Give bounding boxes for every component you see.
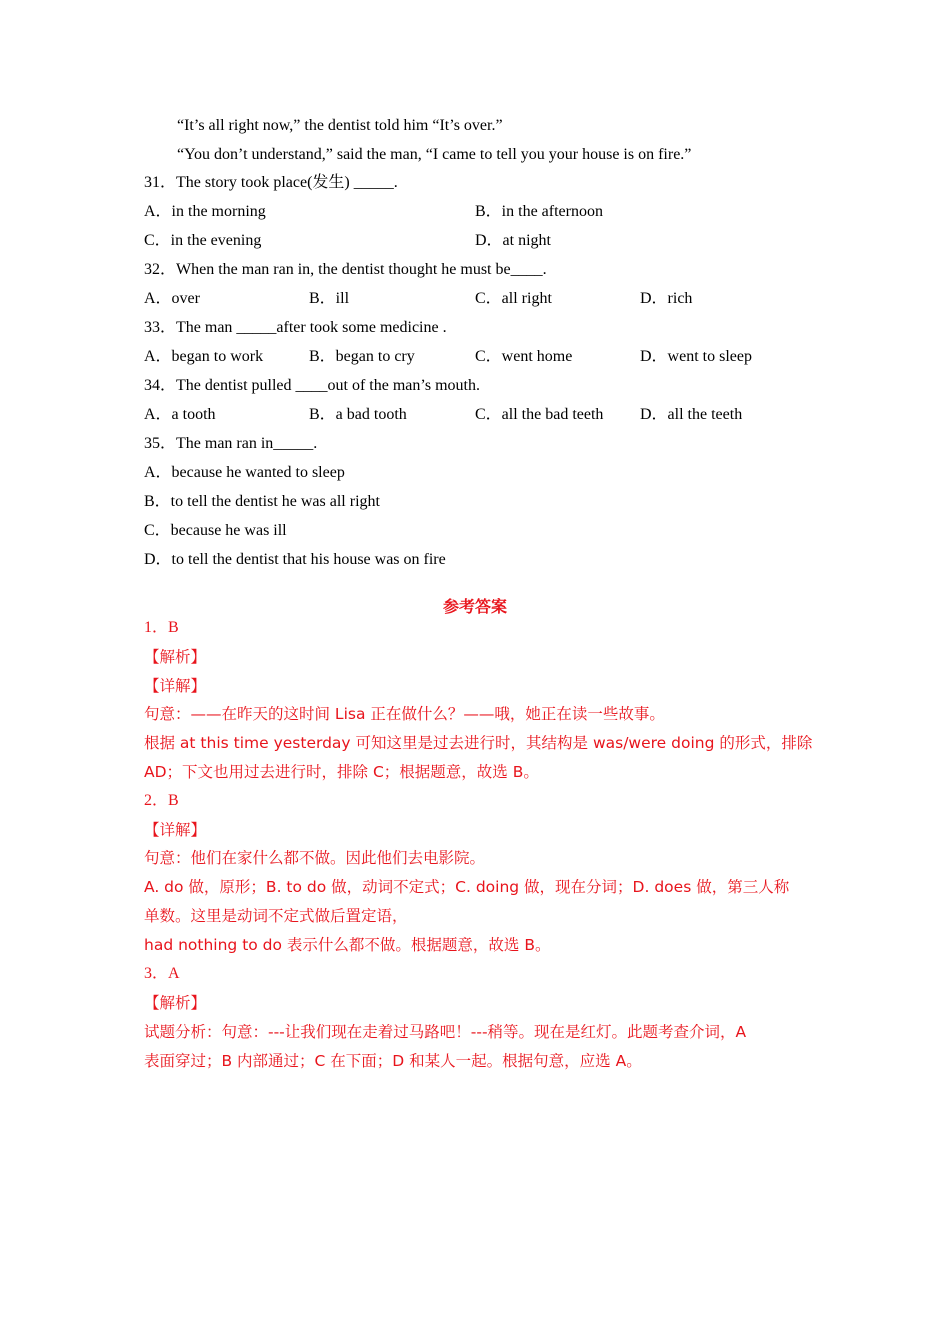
answer-3-analysis-tag: 【解析】 xyxy=(144,994,207,1012)
answer-2-number: 2．B xyxy=(144,792,179,809)
question-34-option-b: B．a bad tooth xyxy=(309,406,407,423)
answers-title: 参考答案 xyxy=(442,597,507,616)
question-33-option-a: A．began to work xyxy=(144,348,264,365)
answer-2-line-4: had nothing to do 表示什么都不做。根据题意，故选 B。 xyxy=(144,936,551,954)
question-33-option-c: C．went home xyxy=(475,348,573,365)
answer-2-line-3: 单数。这里是动词不定式做后置定语， xyxy=(144,907,408,925)
question-35-option-d: D．to tell the dentist that his house was on fire xyxy=(144,551,446,568)
question-33-option-d: D．went to sleep xyxy=(640,348,752,365)
question-33-stem: 33．The man _____after took some medicine . xyxy=(144,319,447,336)
question-31-option-c: C．in the evening xyxy=(144,232,262,249)
question-35-stem: 35．The man ran in_____. xyxy=(144,435,318,452)
question-34-option-c: C．all the bad teeth xyxy=(475,406,604,423)
answer-1-line-2: 根据 at this time yesterday 可知这里是过去进行时，其结构是 was/were doing 的形式，排除 xyxy=(144,734,813,752)
answer-1-analysis-tag: 【解析】 xyxy=(144,648,207,666)
question-31-stem: 31．The story took place(发生) _____. xyxy=(144,174,398,191)
answer-3-line-1: 试题分析：句意：---让我们现在走着过马路吧！---稍等。现在是红灯。此题考查介词，A xyxy=(144,1023,747,1041)
answer-3-line-2: 表面穿过；B 内部通过；C 在下面；D 和某人一起。根据句意，应选 A。 xyxy=(144,1052,642,1070)
question-34-option-a: A．a tooth xyxy=(144,406,216,423)
answer-2-detail-tag: 【详解】 xyxy=(144,821,207,839)
question-32-option-a: A．over xyxy=(144,290,200,307)
answer-1-line-3: AD；下文也用过去进行时，排除 C；根据题意，故选 B。 xyxy=(144,763,539,781)
question-34-stem: 34．The dentist pulled ____out of the man’s mouth. xyxy=(144,377,480,394)
question-33-option-b: B．began to cry xyxy=(309,348,415,365)
question-35-option-a: A．because he wanted to sleep xyxy=(144,464,345,481)
question-35-option-b: B．to tell the dentist he was all right xyxy=(144,493,380,510)
story-line-2: “You don’t understand,” said the man, “I came to tell you your house is on fire.” xyxy=(177,146,692,163)
answer-2-line-1: 句意：他们在家什么都不做。因此他们去电影院。 xyxy=(144,849,486,867)
question-35-option-c: C．because he was ill xyxy=(144,522,287,539)
answer-1-detail-tag: 【详解】 xyxy=(144,677,207,695)
question-32-option-c: C．all right xyxy=(475,290,552,307)
question-32-option-b: B．ill xyxy=(309,290,350,307)
story-line-1: “It’s all right now,” the dentist told him “It’s over.” xyxy=(177,117,503,134)
answer-1-line-1: 句意：——在昨天的这时间 Lisa 正在做什么？——哦，她正在读一些故事。 xyxy=(144,705,665,723)
question-31-option-b: B．in the afternoon xyxy=(475,203,603,220)
question-31-option-a: A．in the morning xyxy=(144,203,266,220)
answer-2-line-2: A. do 做，原形；B. to do 做，动词不定式；C. doing 做，现在分词；D. does 做，第三人称 xyxy=(144,878,790,896)
question-31-option-d: D．at night xyxy=(475,232,551,249)
question-32-option-d: D．rich xyxy=(640,290,693,307)
answer-1-number: 1．B xyxy=(144,619,179,636)
question-34-option-d: D．all the teeth xyxy=(640,406,743,423)
question-32-stem: 32．When the man ran in, the dentist thought he must be____. xyxy=(144,261,547,278)
answer-3-number: 3．A xyxy=(144,965,180,982)
